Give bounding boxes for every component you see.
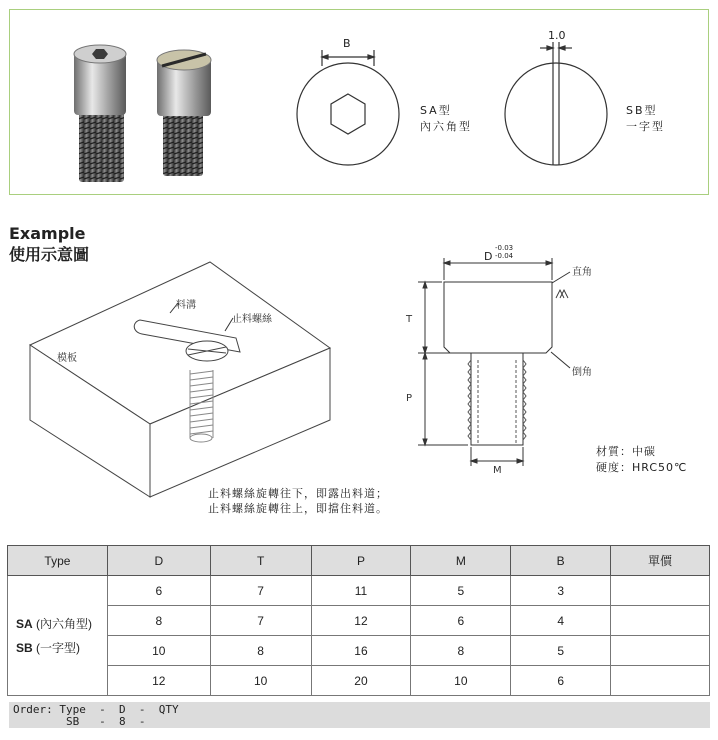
cell-t: 8 — [210, 636, 311, 666]
cell-p: 16 — [311, 636, 411, 666]
col-p: P — [311, 546, 411, 576]
example-title-zh: 使用示意圖 — [9, 245, 90, 264]
table-row — [8, 606, 710, 636]
cell-d: 12 — [107, 666, 210, 696]
sa-dim-label: B — [343, 37, 353, 50]
col-type: Type — [8, 546, 108, 576]
cell-b: 5 — [511, 636, 611, 666]
cell-t: 7 — [210, 576, 311, 606]
cell-m: 6 — [411, 606, 511, 636]
table-row — [8, 576, 710, 606]
plate-label: 模板 — [57, 353, 77, 364]
cell-p: 12 — [311, 606, 411, 636]
col-b: B — [511, 546, 611, 576]
example-title: Example — [9, 224, 86, 243]
t-label: T — [406, 314, 413, 325]
d-tol-upper: -0.03 — [495, 244, 514, 252]
sa-screw-photo — [74, 45, 126, 182]
type-cell — [8, 576, 108, 696]
usage-note-2: 止料螺絲旋轉往上，即擋住料道。 — [208, 502, 388, 515]
d-label: D — [484, 250, 493, 263]
sb-head-diagram — [505, 42, 607, 165]
sa-type-label: SA型 — [420, 104, 452, 117]
type-sb-desc: (一字型) — [36, 640, 81, 655]
order-line-2: SB - 8 - — [13, 715, 146, 728]
screw-label: 止料螺絲 — [232, 314, 272, 325]
col-price: 單價 — [611, 546, 710, 576]
sb-type-label: SB型 — [626, 104, 658, 117]
table-header-row — [8, 546, 710, 576]
right-angle-label: 直角 — [572, 267, 592, 278]
order-line-1: Order: Type - D - QTY — [13, 703, 179, 716]
chamfer-label: 倒角 — [572, 367, 592, 378]
screw-dimension-drawing — [418, 258, 570, 466]
cell-b: 6 — [511, 666, 611, 696]
sb-desc-label: 一字型 — [626, 120, 665, 133]
cell-t: 10 — [210, 666, 311, 696]
spec-table — [7, 545, 710, 696]
table-row — [8, 636, 710, 666]
col-m: M — [411, 546, 511, 576]
cell-d: 8 — [107, 606, 210, 636]
cell-price — [611, 606, 710, 636]
cell-d: 10 — [107, 636, 210, 666]
cell-price — [611, 636, 710, 666]
p-label: P — [406, 393, 413, 404]
hardness-label: 硬度：HRC50℃ — [596, 461, 688, 474]
material-label: 材質：中碳 — [596, 445, 656, 458]
type-sa-desc: (內六角型) — [36, 616, 93, 631]
cell-m: 8 — [411, 636, 511, 666]
table-row — [8, 666, 710, 696]
sa-desc-label: 內六角型 — [420, 120, 472, 133]
d-tolerance — [495, 244, 513, 260]
cell-m: 10 — [411, 666, 511, 696]
usage-note-1: 止料螺絲旋轉往下，即露出料道； — [208, 487, 388, 500]
m-label: M — [493, 465, 502, 476]
d-dimension-label — [484, 250, 492, 263]
cell-p: 11 — [311, 576, 411, 606]
cell-b: 4 — [511, 606, 611, 636]
order-example — [9, 702, 710, 728]
sa-head-diagram — [297, 50, 399, 165]
groove-label: 料溝 — [176, 300, 196, 311]
col-d: D — [107, 546, 210, 576]
cell-t: 7 — [210, 606, 311, 636]
col-t: T — [210, 546, 311, 576]
d-tol-lower: -0.04 — [495, 252, 514, 260]
type-sb: SB — [16, 640, 33, 655]
cell-p: 20 — [311, 666, 411, 696]
cell-price — [611, 666, 710, 696]
sb-screw-photo — [157, 50, 211, 176]
cell-m: 5 — [411, 576, 511, 606]
type-sa: SA — [16, 616, 33, 631]
cell-price — [611, 576, 710, 606]
cell-b: 3 — [511, 576, 611, 606]
cell-d: 6 — [107, 576, 210, 606]
sb-dim-label: 1.0 — [548, 29, 566, 42]
